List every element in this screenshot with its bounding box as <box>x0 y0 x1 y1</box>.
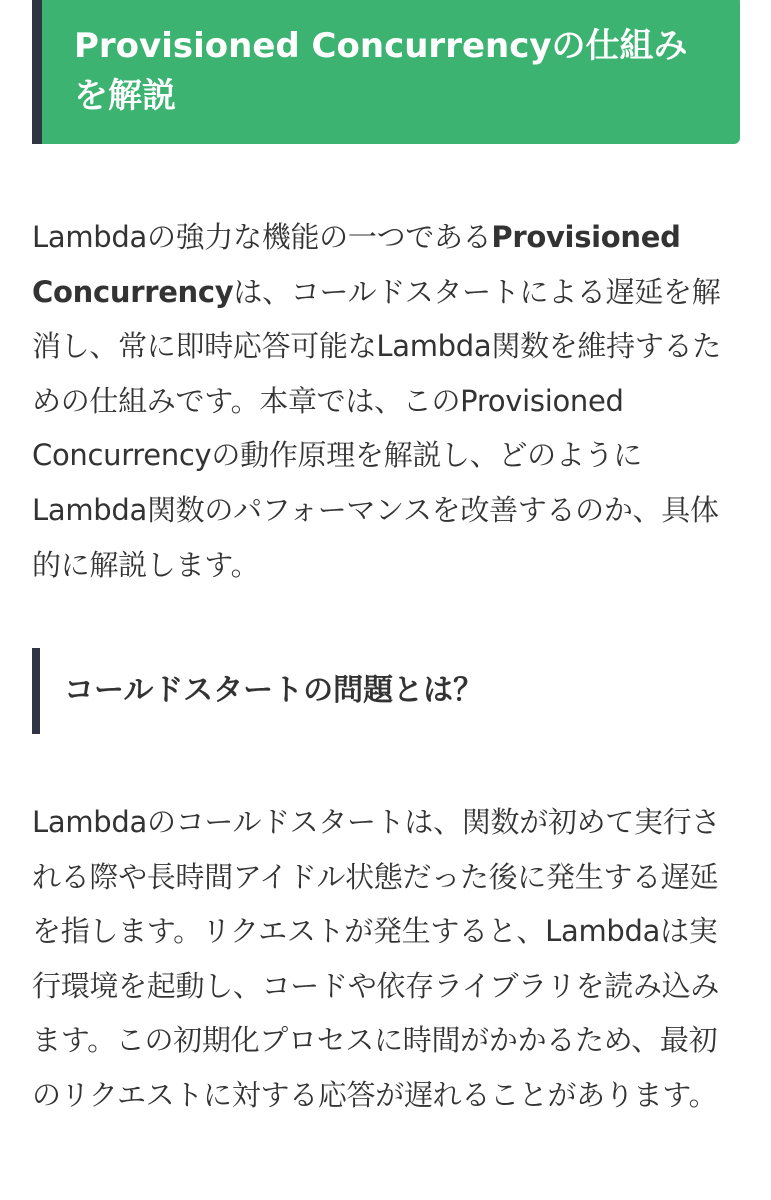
intro-emphasis: Provisioned Concurrency <box>32 220 681 309</box>
section-heading-banner <box>32 0 740 144</box>
cold-start-paragraph: Lambdaのコールドスタートは、関数が初めて実行される際や長時間アイドル状態だった後に発生する遅延を指します。リクエストが発生すると、Lambdaは実行環境を起動し、コードや依存ライブラリを読み込みます。この初期化プロセスに時間がかかるため、最初のリクエストに対する応答が遅れることがあります。 <box>32 805 721 1112</box>
intro-paragraph <box>32 210 742 592</box>
subheading: コールドスタートの問題とは？ <box>64 673 484 708</box>
intro-text-rest: は、コールドスタートによる遅延を解消し、常に即時応答可能なLambda関数を維持するための仕組みです。本章では、このProvisioned Concurrencyの動作原理を解説し、どのようにLambda関数のパフォーマンスを改善するのか、具体的に解説します。 <box>32 274 721 582</box>
section-heading: Provisioned Concurrencyの仕組みを解説 <box>74 26 688 116</box>
subheading-block <box>32 648 740 734</box>
intro-text-start: Lambdaの強力な機能の一つである <box>32 220 492 254</box>
